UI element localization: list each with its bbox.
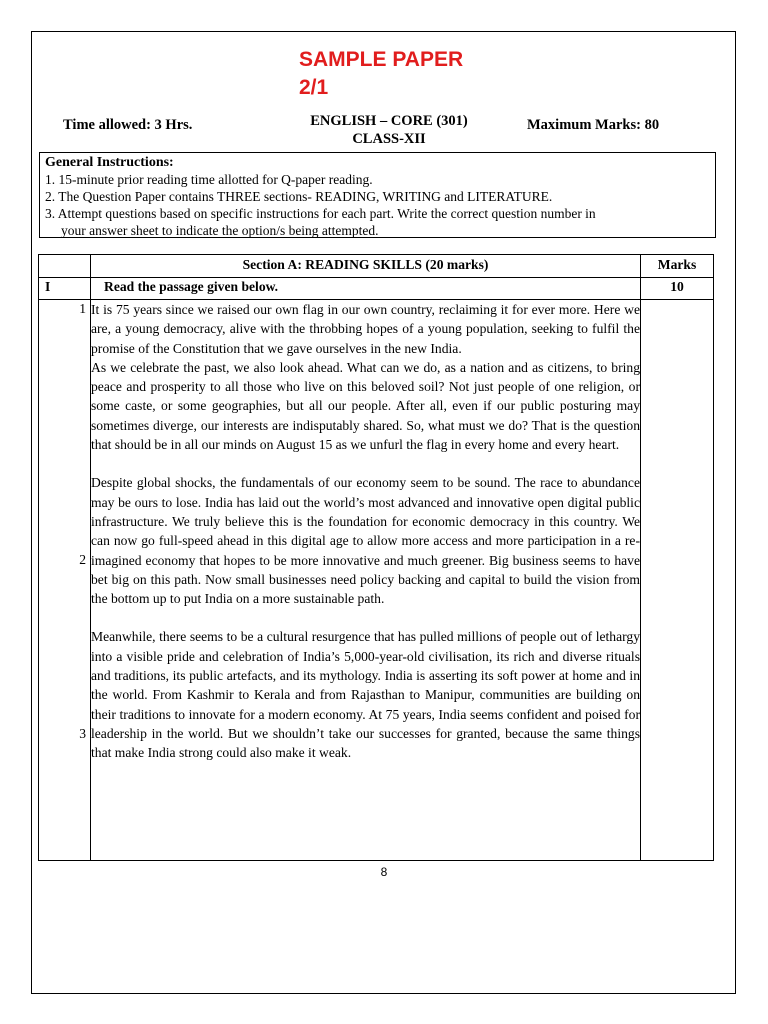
subject-name: ENGLISH – CORE (301) (310, 113, 468, 129)
title-line-1: SAMPLE PAPER (299, 48, 464, 71)
paragraph-3: Meanwhile, there seems to be a cultural resurgence that has pulled millions of people out of lethargy into a visible pride and celebration of India’s 5,000-year-old civilisation, its rich and diverse rituals and traditions, its public artefacts, and its mythology. India is asserting its soft power at home and in the world. From Kashmir to Kerala and from Rajasthan to Manipur, communities are building on their traditions to innovate for a modern economy. At 75 years, India seems confident and poised for leadership in the world. But we shouldn’t take our successes for granted, because the same things that make India strong could also make it weak. (91, 629, 640, 761)
title-line-2: 2/1 (299, 76, 329, 99)
paragraph-number-3: 3 (79, 726, 86, 741)
paragraph-1a: It is 75 years since we raised our own flag in our own country, reclaiming it for ever more. Here we are, a young democracy, alive with the throbbing hopes of a young population, seeking to fulfil the promise of the Constitution that we gave ourselves in the new India. (91, 302, 640, 356)
class-name: CLASS-XII (352, 131, 426, 147)
marks-column-header: Marks (641, 255, 714, 278)
section-header-row (39, 255, 714, 278)
general-instructions-box (39, 152, 716, 238)
question-prompt: Read the passage given below. (91, 278, 641, 300)
question-number: I (39, 278, 91, 300)
instruction-3: 3. Attempt questions based on specific instructions for each part. Write the correct question number in (45, 206, 596, 221)
question-prompt-row (39, 278, 714, 300)
time-allowed: Time allowed: 3 Hrs. (63, 117, 193, 133)
question-marks: 10 (641, 278, 714, 300)
question-table (38, 254, 714, 861)
instruction-3-continued: your answer sheet to indicate the option/s being attempted. (61, 223, 379, 238)
passage-marks-cell (641, 300, 714, 861)
header-blank-cell (39, 255, 91, 278)
paragraph-spacer (91, 454, 640, 473)
instruction-1: 1. 15-minute prior reading time allotted for Q-paper reading. (45, 172, 373, 187)
paragraph-numbers-cell (39, 300, 91, 861)
paragraph-1b: As we celebrate the past, we also look ahead. What can we do, as a nation and as citizens, to bring peace and prosperity to all those who live on this beloved soil? Not just people of one religion, or some caste, or some geographies, but all our people. After all, even if our public posturing may sometimes diverge, our interests are indisputably shared. So, what must we do? That is the question that should be in all our minds on August 15 as we unfurl the flag in every home and every heart. (91, 359, 640, 453)
instructions-heading: General Instructions: (45, 155, 174, 170)
instruction-2: 2. The Question Paper contains THREE sections- READING, WRITING and LITERATURE. (45, 189, 553, 204)
paper-title (299, 46, 463, 102)
paragraph-2: Despite global shocks, the fundamentals of our economy seem to be sound. The race to abundance may be ours to lose. India has laid out the world’s most advanced and innovative open digital public infrastructure. We truly believe this is the foundation for economic democracy in this country. We can now go full-speed ahead in this digital age to allow more access and more participation in a re-imagined economy that hopes to be more innovative and much greener. Big business seems to have bet big on this path. Now small businesses need policy backing and capital to build the vision from the bottom up to put India on a more sustainable path. (91, 475, 640, 607)
section-title: Section A: READING SKILLS (20 marks) (91, 255, 641, 278)
maximum-marks: Maximum Marks: 80 (527, 117, 660, 133)
subject-block (304, 112, 474, 148)
passage-text (91, 300, 641, 861)
passage-row (39, 300, 714, 861)
paragraph-spacer (91, 608, 640, 627)
page-number: 8 (380, 865, 388, 879)
paragraph-number-2: 2 (79, 552, 86, 567)
paragraph-number-1: 1 (79, 301, 86, 316)
